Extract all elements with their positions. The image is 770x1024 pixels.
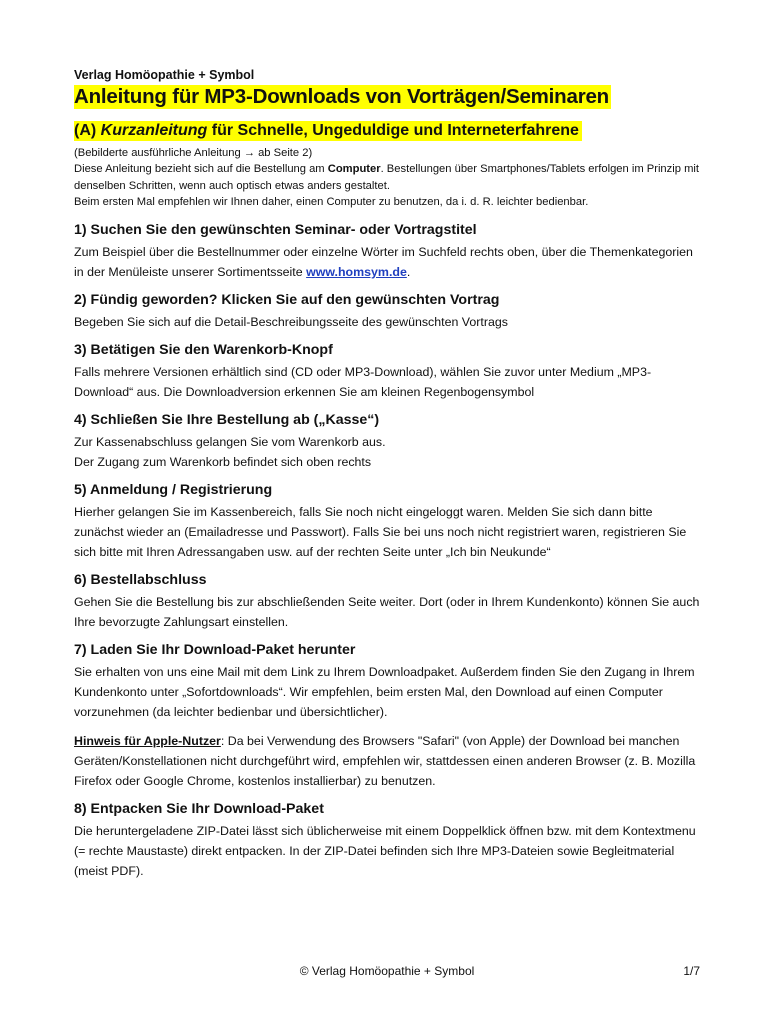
- intro-line-2: [74, 161, 700, 194]
- section-a-heading: [74, 121, 582, 141]
- step-text: Hierher gelangen Sie im Kassenbereich, falls Sie noch nicht eingeloggt waren. Melden Sie sich dann bitte zunächst wieder an (Emailadresse und Passwort). Falls Sie bei uns noch nicht registriert waren, registrieren Sie sich bitte mit Ihren Adressangaben usw. auf der rechten Seite unter „Ich bin Neukunde“: [74, 504, 687, 559]
- step-heading: 8) Entpacken Sie Ihr Download-Paket: [74, 800, 324, 817]
- step-6: [74, 571, 700, 632]
- step-5: [74, 481, 700, 562]
- step-text: Gehen Sie die Bestellung bis zur abschließenden Seite weiter. Dort (oder in Ihrem Kundenkonto) können Sie auch Ihre bevorzugte Zahlungsart einstellen.: [74, 594, 700, 629]
- step-2: [74, 291, 700, 332]
- apple-hint-text: : Da bei Verwendung des Browsers "Safari" (von Apple) der Download bei manchen Geräten/Konstellationen nicht durchgeführt wird, empfehlen wir, stattdessen einen anderen Browser (z. B. Mozilla Firefox oder Google Chrome, kostenlos installierbar) zu benutzen.: [74, 733, 696, 788]
- intro-line-2-post: . Bestellungen über Smartphones/Tablets erfolgen im Prinzip mit denselben Schritten, wenn auch optisch etwas anders gestaltet.: [74, 163, 699, 192]
- step-text: Die heruntergeladene ZIP-Datei lässt sich üblicherweise mit einem Doppelklick öffnen bzw. mit dem Kontextmenu (= rechte Maustaste) direkt entpacken. In der ZIP-Datei befinden sich Ihre MP3-Dateien sowie Begleitmaterial (meist PDF).: [74, 823, 696, 878]
- footer-copyright: © Verlag Homöopathie + Symbol: [299, 964, 475, 978]
- step-heading: 7) Laden Sie Ihr Download-Paket herunter: [74, 641, 356, 658]
- step-heading: 3) Betätigen Sie den Warenkorb-Knopf: [74, 341, 333, 358]
- step-text: Begeben Sie sich auf die Detail-Beschreibungsseite des gewünschten Vortrags: [74, 314, 508, 329]
- step-4: [74, 411, 700, 472]
- title-wrap: [74, 85, 700, 121]
- intro-line-3: Beim ersten Mal empfehlen wir Ihnen daher, einen Computer zu benutzen, da i. d. R. leichter bedienbar.: [74, 196, 589, 209]
- intro-line-2-bold: Computer: [327, 163, 381, 176]
- step-heading: 5) Anmeldung / Registrierung: [74, 481, 273, 498]
- step-3: [74, 341, 700, 402]
- step-text-pre: Zum Beispiel über die Bestellnummer oder einzelne Wörter im Suchfeld rechts oben, über die Themenkategorien in der Menüleiste unserer Sortimentsseite: [74, 244, 693, 279]
- apple-hint: [74, 731, 700, 791]
- intro-block: [74, 145, 700, 211]
- document-page: [74, 68, 700, 890]
- publisher-name: Verlag Homöopathie + Symbol: [74, 68, 255, 82]
- step-heading: 2) Fündig geworden? Klicken Sie auf den gewünschten Vortrag: [74, 291, 500, 308]
- subtitle-prefix: (A): [74, 122, 101, 139]
- apple-hint-label: Hinweis für Apple-Nutzer: [74, 733, 221, 748]
- step-7: [74, 641, 700, 722]
- subtitle-wrap: [74, 121, 700, 145]
- subtitle-emphasis: Kurzanleitung: [100, 122, 208, 139]
- homsym-link[interactable]: www.homsym.de: [306, 264, 407, 279]
- step-heading: 4) Schließen Sie Ihre Bestellung ab („Kasse“): [74, 411, 380, 428]
- subtitle-suffix: für Schnelle, Ungeduldige und Interneterfahrene: [207, 122, 579, 139]
- step-text-2: Der Zugang zum Warenkorb befindet sich oben rechts: [74, 454, 372, 469]
- step-heading: 6) Bestellabschluss: [74, 571, 207, 588]
- intro-line-2-pre: Diese Anleitung bezieht sich auf die Bestellung am: [74, 163, 328, 176]
- document-title: Anleitung für MP3-Downloads von Vorträgen/Seminaren: [74, 85, 610, 108]
- step-heading: 1) Suchen Sie den gewünschten Seminar- oder Vortragstitel: [74, 221, 477, 238]
- page-number: 1/7: [683, 964, 700, 978]
- step-text: [74, 242, 700, 282]
- step-8: [74, 800, 700, 881]
- step-text: Sie erhalten von uns eine Mail mit dem Link zu Ihrem Downloadpaket. Außerdem finden Sie den Zugang in Ihrem Kundenkonto unter „Sofortdownloads“. Wir empfehlen, beim ersten Mal, den Download auf einen Computer vorzunehmen (da leichter bedienbar und übersichtlicher).: [74, 664, 695, 719]
- step-1: [74, 221, 700, 282]
- intro-line-1: (Bebilderte ausführliche Anleitung → ab Seite 2): [74, 147, 313, 159]
- step-text-1: Zur Kassenabschluss gelangen Sie vom Warenkorb aus.: [74, 434, 386, 449]
- step-text: Falls mehrere Versionen erhältlich sind (CD oder MP3-Download), wählen Sie zuvor unter Medium „MP3-Download“ aus. Die Downloadversion erkennen Sie am kleinen Regenbogensymbol: [74, 364, 652, 399]
- step-text-post: .: [406, 264, 411, 279]
